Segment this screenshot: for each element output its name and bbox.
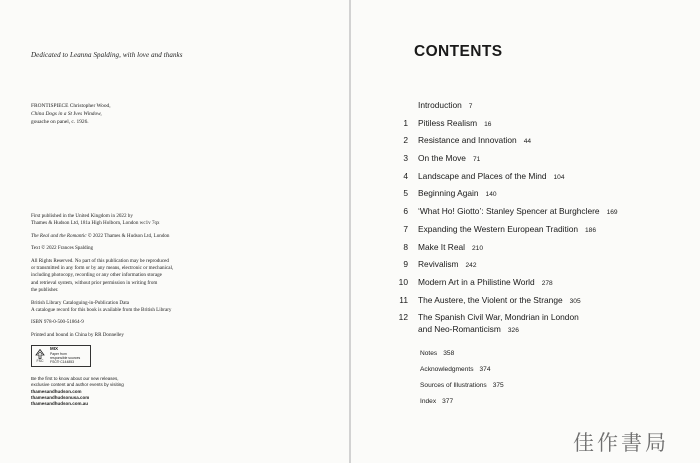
toc-entry[interactable]	[390, 224, 690, 242]
back-matter-title: Acknowledgments	[420, 366, 474, 374]
chapter-title: Modern Art in a Philistine World	[418, 276, 535, 287]
page-number: 16	[484, 120, 492, 128]
toc-entry[interactable]	[390, 135, 690, 153]
rights-line: All Rights Reserved. No part of this publication may be reproduced	[31, 257, 169, 264]
toc-entry[interactable]	[390, 259, 690, 277]
chapter-number: 9	[403, 259, 408, 270]
chapter-title: On the Move	[418, 153, 466, 164]
chapter-number: 11	[399, 294, 408, 305]
chapter-title: Introduction	[418, 100, 462, 110]
cataloguing-line: British Library Cataloguing-in-Publication Data	[31, 299, 130, 306]
dedication: Dedicated to Leanna Spalding, with love and thanks	[31, 51, 183, 59]
page-number: 7	[468, 103, 473, 110]
tree-icon	[35, 349, 45, 359]
chapter-title: Landscape and Places of the Mind	[418, 170, 547, 181]
page-number: 374	[479, 366, 491, 374]
printer-info: Printed and bound in China by RR Donnelley	[31, 331, 124, 338]
page-number: 375	[492, 382, 504, 390]
page-number: 71	[472, 156, 481, 164]
page-number: 358	[443, 350, 455, 357]
chapter-title: Pitiless Realism	[418, 117, 478, 128]
chapter-number: 7	[403, 223, 408, 234]
watermark: 佳作書局	[573, 431, 669, 455]
book-copyright	[31, 233, 206, 240]
cataloguing-data	[31, 300, 206, 315]
chapter-title-continued: and Neo-Romanticism	[418, 323, 501, 334]
website-link[interactable]: thamesandhudsonusa.com	[31, 394, 90, 400]
frontispiece-credit	[31, 102, 171, 127]
fsc-code: FSC® C144853	[50, 360, 74, 365]
page-number: 169	[606, 209, 618, 217]
page-number: 210	[472, 244, 484, 252]
chapter-title: Beginning Again	[418, 188, 479, 199]
rights-line: or transmitted in any form or by any means, electronic or mechanical,	[31, 265, 174, 272]
page-number: 140	[485, 191, 497, 199]
fsc-logo	[34, 349, 46, 364]
page-number: 186	[585, 226, 597, 234]
promo-line: Be the first to know about our new releases,	[31, 376, 119, 381]
rights-line: the publisher.	[31, 287, 59, 294]
chapter-title: Make It Real	[418, 241, 466, 252]
text-copyright: Text © 2022 Frances Spalding	[31, 245, 94, 252]
fsc-certification	[31, 345, 91, 367]
rights-line: including photocopy, recording or any other information storage	[31, 272, 162, 279]
copyright-block	[31, 213, 206, 344]
chapter-number: 6	[403, 206, 408, 217]
chapter-title: The Austere, the Violent or the Strange	[418, 294, 563, 305]
frontispiece-line: FRONTISPIECE Christopher Wood,	[31, 103, 111, 109]
toc-entry[interactable]	[390, 171, 690, 189]
chapter-number: 4	[403, 170, 408, 181]
frontispiece-title: China Dogs in a St Ives Window,	[31, 111, 102, 118]
toc-entry[interactable]	[390, 277, 690, 295]
toc-entry[interactable]	[390, 312, 690, 341]
back-matter-title: Index	[420, 398, 437, 406]
chapter-number: 5	[403, 188, 408, 199]
isbn: ISBN 978-0-500-51864-9	[31, 319, 84, 326]
contents-heading: CONTENTS	[414, 43, 503, 60]
rights-reserved	[31, 258, 206, 295]
page-number: 326	[507, 326, 519, 334]
page-number: 44	[523, 138, 532, 146]
table-of-contents	[390, 100, 690, 341]
chapter-number: 8	[403, 241, 408, 252]
fsc-line: Paper from	[50, 351, 67, 356]
back-matter-title: Sources of Illustrations	[420, 382, 487, 390]
chapter-number: 1	[403, 117, 408, 128]
back-matter-entry[interactable]	[420, 350, 504, 366]
toc-entry[interactable]	[390, 295, 690, 313]
publication-line: Thames & Hudson Ltd, 181a High Holborn, London wc1v 7qx	[31, 220, 160, 227]
page-number: 278	[541, 279, 553, 287]
toc-entry[interactable]	[390, 100, 690, 118]
fsc-text	[50, 347, 80, 364]
chapter-title: The Spanish Civil War, Mondrian in London	[418, 312, 579, 323]
book-title: The Real and the Romantic	[31, 232, 87, 239]
page-number: 377	[442, 398, 454, 406]
chapter-title: Resistance and Innovation	[418, 135, 517, 146]
toc-entry[interactable]	[390, 153, 690, 171]
page-number: 104	[553, 173, 565, 181]
fsc-mix: MIX	[50, 346, 59, 352]
cataloguing-line: A catalogue record for this book is available from the British Library	[31, 307, 172, 314]
chapter-title: ‘What Ho! Giotto’: Stanley Spencer at Burghclere	[418, 206, 600, 217]
back-matter-entry[interactable]	[420, 382, 504, 398]
chapter-number: 2	[403, 135, 408, 146]
chapter-title: Expanding the Western European Tradition	[418, 223, 579, 234]
website-link[interactable]: thamesandhudson.com.au	[31, 401, 89, 407]
frontispiece-medium: gouache on panel, c. 1926.	[31, 119, 89, 126]
page-number: 305	[569, 297, 581, 305]
back-matter-entry[interactable]	[420, 398, 504, 414]
fsc-line: responsible sources	[50, 356, 81, 360]
toc-entry[interactable]	[390, 206, 690, 224]
back-matter-entry[interactable]	[420, 366, 504, 382]
publication-info	[31, 213, 206, 228]
page-number: 242	[465, 262, 477, 270]
toc-entry[interactable]	[390, 118, 690, 136]
copyright-text: © 2022 Thames & Hudson Ltd, London	[86, 232, 170, 239]
rights-line: and retrieval system, without prior permission in writing from	[31, 279, 158, 286]
toc-entry[interactable]	[390, 242, 690, 260]
left-page	[0, 0, 349, 463]
website-promo	[31, 376, 171, 407]
chapter-number: 3	[403, 153, 408, 164]
back-matter-title: Notes	[420, 350, 438, 357]
toc-entry[interactable]	[390, 188, 690, 206]
chapter-title: Revivalism	[418, 259, 459, 270]
publication-line: First published in the United Kingdom in 2022 by	[31, 213, 133, 219]
website-link[interactable]: thamesandhudson.com	[31, 388, 82, 394]
chapter-number: 12	[398, 312, 408, 323]
fsc-logo-text: FSC	[36, 358, 44, 363]
promo-line: exclusive content and author events by visiting	[31, 382, 124, 388]
back-matter-list	[420, 350, 504, 414]
chapter-number: 10	[398, 276, 408, 287]
